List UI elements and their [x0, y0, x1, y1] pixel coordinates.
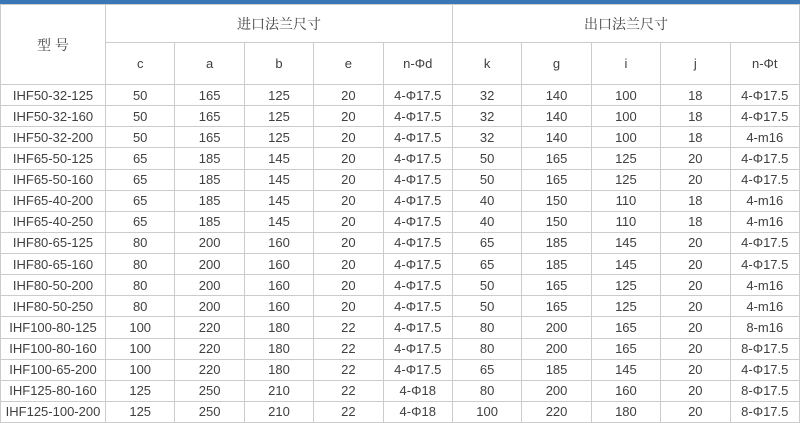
value-cell: 4-m16: [730, 296, 799, 317]
value-cell: 4-Φ17.5: [730, 85, 799, 106]
table-row: [1, 106, 800, 127]
value-cell: 4-Φ17.5: [383, 359, 452, 380]
model-cell: IHF80-65-160: [1, 254, 106, 275]
value-cell: 22: [314, 317, 383, 338]
value-cell: 50: [452, 169, 521, 190]
value-cell: 50: [452, 275, 521, 296]
value-cell: 200: [522, 317, 591, 338]
table-row: [1, 127, 800, 148]
value-cell: 185: [175, 211, 244, 232]
value-cell: 125: [244, 106, 313, 127]
value-cell: 180: [244, 359, 313, 380]
sub-column-header-n-Φd: n-Φd: [383, 43, 452, 85]
table-row: [1, 169, 800, 190]
value-cell: 220: [175, 359, 244, 380]
table-row: [1, 85, 800, 106]
value-cell: 20: [661, 317, 730, 338]
value-cell: 65: [106, 211, 175, 232]
model-column-header: 型 号: [1, 5, 106, 85]
value-cell: 165: [522, 169, 591, 190]
group-header-row: [1, 5, 800, 43]
model-cell: IHF100-80-125: [1, 317, 106, 338]
value-cell: 200: [522, 338, 591, 359]
sub-column-header-b: b: [244, 43, 313, 85]
model-cell: IHF100-80-160: [1, 338, 106, 359]
value-cell: 4-Φ17.5: [383, 148, 452, 169]
table-row: [1, 317, 800, 338]
value-cell: 4-Φ17.5: [730, 148, 799, 169]
value-cell: 4-Φ17.5: [730, 232, 799, 253]
value-cell: 50: [106, 127, 175, 148]
value-cell: 200: [522, 380, 591, 401]
value-cell: 80: [106, 232, 175, 253]
table-row: [1, 232, 800, 253]
value-cell: 8-Φ17.5: [730, 401, 799, 422]
value-cell: 4-Φ17.5: [383, 211, 452, 232]
value-cell: 20: [314, 106, 383, 127]
outlet-flange-group-header: 出口法兰尺寸: [452, 5, 799, 43]
value-cell: 160: [244, 232, 313, 253]
sub-column-header-e: e: [314, 43, 383, 85]
value-cell: 145: [591, 254, 660, 275]
value-cell: 160: [244, 254, 313, 275]
value-cell: 8-Φ17.5: [730, 338, 799, 359]
value-cell: 20: [661, 232, 730, 253]
value-cell: 18: [661, 190, 730, 211]
value-cell: 65: [106, 190, 175, 211]
value-cell: 145: [591, 232, 660, 253]
spec-table-body: [1, 85, 800, 423]
value-cell: 165: [522, 275, 591, 296]
value-cell: 165: [591, 338, 660, 359]
inlet-flange-group-header: 进口法兰尺寸: [106, 5, 453, 43]
value-cell: 220: [175, 317, 244, 338]
value-cell: 80: [106, 254, 175, 275]
value-cell: 20: [314, 148, 383, 169]
value-cell: 140: [522, 85, 591, 106]
value-cell: 180: [591, 401, 660, 422]
value-cell: 4-Φ17.5: [730, 169, 799, 190]
value-cell: 80: [452, 338, 521, 359]
value-cell: 4-Φ17.5: [383, 85, 452, 106]
value-cell: 125: [106, 401, 175, 422]
value-cell: 4-m16: [730, 127, 799, 148]
value-cell: 185: [175, 148, 244, 169]
value-cell: 165: [175, 127, 244, 148]
value-cell: 50: [452, 148, 521, 169]
sub-column-header-g: g: [522, 43, 591, 85]
value-cell: 110: [591, 190, 660, 211]
sub-column-header-i: i: [591, 43, 660, 85]
value-cell: 20: [314, 296, 383, 317]
sub-column-header-n-Φt: n-Φt: [730, 43, 799, 85]
value-cell: 32: [452, 127, 521, 148]
value-cell: 145: [244, 169, 313, 190]
value-cell: 4-Φ17.5: [730, 254, 799, 275]
value-cell: 65: [452, 254, 521, 275]
table-row: [1, 401, 800, 422]
model-cell: IHF125-100-200: [1, 401, 106, 422]
value-cell: 145: [591, 359, 660, 380]
value-cell: 4-Φ17.5: [383, 190, 452, 211]
value-cell: 200: [175, 296, 244, 317]
value-cell: 20: [314, 85, 383, 106]
value-cell: 100: [591, 106, 660, 127]
value-cell: 145: [244, 211, 313, 232]
value-cell: 20: [661, 169, 730, 190]
value-cell: 4-Φ17.5: [383, 296, 452, 317]
value-cell: 4-Φ17.5: [383, 127, 452, 148]
value-cell: 20: [661, 401, 730, 422]
value-cell: 18: [661, 85, 730, 106]
model-cell: IHF50-32-200: [1, 127, 106, 148]
value-cell: 80: [106, 296, 175, 317]
value-cell: 250: [175, 380, 244, 401]
value-cell: 20: [314, 275, 383, 296]
value-cell: 210: [244, 401, 313, 422]
value-cell: 125: [591, 296, 660, 317]
value-cell: 165: [522, 296, 591, 317]
value-cell: 4-Φ17.5: [730, 359, 799, 380]
value-cell: 18: [661, 211, 730, 232]
sub-column-header-a: a: [175, 43, 244, 85]
value-cell: 185: [522, 232, 591, 253]
value-cell: 100: [106, 359, 175, 380]
value-cell: 110: [591, 211, 660, 232]
value-cell: 20: [661, 275, 730, 296]
value-cell: 20: [314, 169, 383, 190]
value-cell: 100: [591, 85, 660, 106]
flange-spec-table: [0, 4, 800, 423]
value-cell: 22: [314, 380, 383, 401]
value-cell: 145: [244, 148, 313, 169]
value-cell: 80: [452, 380, 521, 401]
value-cell: 160: [244, 296, 313, 317]
table-row: [1, 190, 800, 211]
value-cell: 140: [522, 127, 591, 148]
value-cell: 4-Φ18: [383, 401, 452, 422]
value-cell: 20: [661, 338, 730, 359]
value-cell: 4-Φ17.5: [383, 106, 452, 127]
value-cell: 250: [175, 401, 244, 422]
sub-column-header-c: c: [106, 43, 175, 85]
table-row: [1, 296, 800, 317]
value-cell: 8-m16: [730, 317, 799, 338]
value-cell: 100: [106, 338, 175, 359]
value-cell: 20: [661, 380, 730, 401]
table-row: [1, 359, 800, 380]
value-cell: 185: [522, 359, 591, 380]
value-cell: 20: [661, 254, 730, 275]
value-cell: 200: [175, 254, 244, 275]
value-cell: 200: [175, 275, 244, 296]
value-cell: 180: [244, 317, 313, 338]
value-cell: 20: [661, 148, 730, 169]
value-cell: 100: [106, 317, 175, 338]
sub-header-row: [1, 43, 800, 85]
value-cell: 165: [591, 317, 660, 338]
value-cell: 125: [591, 148, 660, 169]
value-cell: 65: [106, 169, 175, 190]
value-cell: 80: [452, 317, 521, 338]
model-cell: IHF80-50-200: [1, 275, 106, 296]
value-cell: 165: [175, 85, 244, 106]
value-cell: 4-Φ17.5: [383, 254, 452, 275]
sub-column-header-j: j: [661, 43, 730, 85]
value-cell: 20: [314, 211, 383, 232]
value-cell: 125: [591, 275, 660, 296]
value-cell: 200: [175, 232, 244, 253]
value-cell: 20: [314, 254, 383, 275]
value-cell: 50: [106, 85, 175, 106]
model-cell: IHF65-50-160: [1, 169, 106, 190]
model-cell: IHF80-65-125: [1, 232, 106, 253]
value-cell: 65: [106, 148, 175, 169]
model-cell: IHF65-40-200: [1, 190, 106, 211]
sub-column-header-k: k: [452, 43, 521, 85]
value-cell: 125: [244, 127, 313, 148]
value-cell: 180: [244, 338, 313, 359]
value-cell: 22: [314, 401, 383, 422]
value-cell: 20: [314, 232, 383, 253]
table-row: [1, 211, 800, 232]
model-cell: IHF50-32-125: [1, 85, 106, 106]
value-cell: 4-Φ17.5: [383, 232, 452, 253]
value-cell: 20: [661, 296, 730, 317]
value-cell: 145: [244, 190, 313, 211]
value-cell: 160: [244, 275, 313, 296]
value-cell: 50: [106, 106, 175, 127]
model-cell: IHF100-65-200: [1, 359, 106, 380]
value-cell: 150: [522, 190, 591, 211]
value-cell: 125: [244, 85, 313, 106]
value-cell: 165: [175, 106, 244, 127]
value-cell: 22: [314, 338, 383, 359]
value-cell: 220: [522, 401, 591, 422]
model-cell: IHF65-40-250: [1, 211, 106, 232]
value-cell: 100: [591, 127, 660, 148]
value-cell: 32: [452, 106, 521, 127]
value-cell: 4-Φ17.5: [383, 275, 452, 296]
table-row: [1, 254, 800, 275]
value-cell: 4-Φ18: [383, 380, 452, 401]
value-cell: 125: [591, 169, 660, 190]
model-cell: IHF80-50-250: [1, 296, 106, 317]
table-row: [1, 148, 800, 169]
value-cell: 4-m16: [730, 211, 799, 232]
value-cell: 32: [452, 85, 521, 106]
model-cell: IHF50-32-160: [1, 106, 106, 127]
value-cell: 100: [452, 401, 521, 422]
value-cell: 22: [314, 359, 383, 380]
value-cell: 80: [106, 275, 175, 296]
model-cell: IHF125-80-160: [1, 380, 106, 401]
value-cell: 210: [244, 380, 313, 401]
value-cell: 125: [106, 380, 175, 401]
value-cell: 20: [314, 127, 383, 148]
table-row: [1, 380, 800, 401]
value-cell: 50: [452, 296, 521, 317]
value-cell: 65: [452, 359, 521, 380]
value-cell: 185: [175, 169, 244, 190]
value-cell: 150: [522, 211, 591, 232]
table-row: [1, 338, 800, 359]
value-cell: 4-Φ17.5: [730, 106, 799, 127]
value-cell: 18: [661, 127, 730, 148]
value-cell: 185: [522, 254, 591, 275]
value-cell: 40: [452, 211, 521, 232]
value-cell: 220: [175, 338, 244, 359]
value-cell: 8-Φ17.5: [730, 380, 799, 401]
value-cell: 4-Φ17.5: [383, 317, 452, 338]
value-cell: 4-Φ17.5: [383, 338, 452, 359]
value-cell: 4-m16: [730, 275, 799, 296]
value-cell: 4-m16: [730, 190, 799, 211]
value-cell: 20: [661, 359, 730, 380]
value-cell: 65: [452, 232, 521, 253]
value-cell: 160: [591, 380, 660, 401]
value-cell: 165: [522, 148, 591, 169]
value-cell: 185: [175, 190, 244, 211]
value-cell: 40: [452, 190, 521, 211]
value-cell: 20: [314, 190, 383, 211]
value-cell: 140: [522, 106, 591, 127]
value-cell: 18: [661, 106, 730, 127]
table-row: [1, 275, 800, 296]
value-cell: 4-Φ17.5: [383, 169, 452, 190]
model-cell: IHF65-50-125: [1, 148, 106, 169]
